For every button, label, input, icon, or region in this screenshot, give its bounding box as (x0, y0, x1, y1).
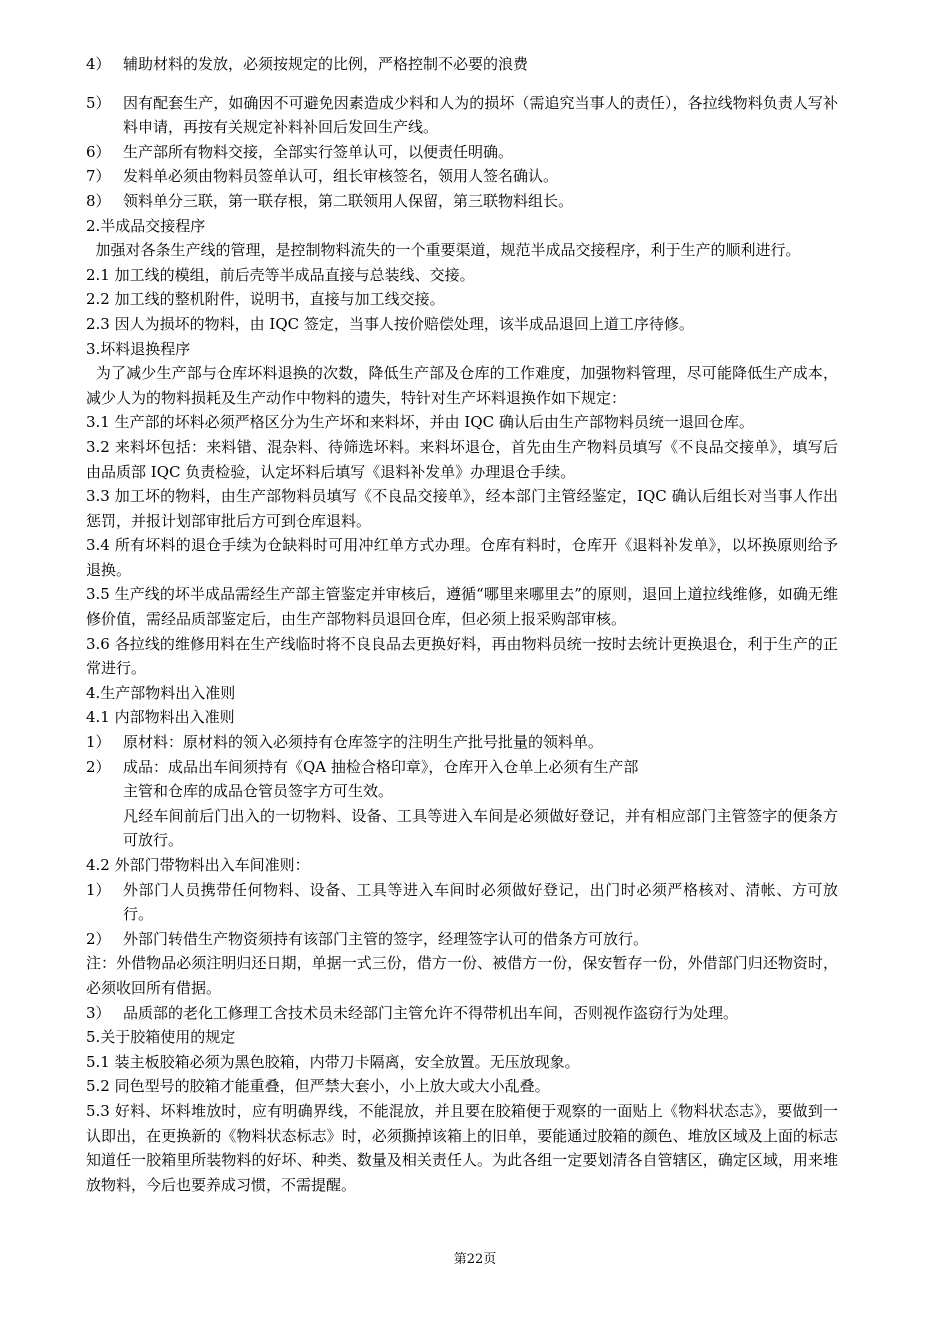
list-item (86, 878, 838, 927)
clause: 2.3 因人为损坏的物料，由 IQC 签定，当事人按价赔偿处理，该半成品退回上道工序待修。 (86, 314, 694, 333)
section-intro (86, 361, 838, 410)
item-number: 2） (86, 757, 111, 776)
item-text: 因有配套生产，如确因不可避免因素造成少料和人为的损坏（需追究当事人的责任），各拉线物料负责人写补料申请，再按有关规定补料补回后发回生产线。 (123, 93, 838, 137)
list-item (86, 140, 838, 165)
list-item (86, 189, 838, 214)
item-number: 1） (86, 733, 111, 752)
clause: 3.6 各拉线的维修用料在生产线临时将不良良品去更换好料，再由物料员统一按时去统计更换退仓，利于生产的正常进行。 (86, 634, 838, 678)
clause: 3.2 来料坏包括：来料错、混杂料、待筛选坏料。来料坏退仓，首先由生产物料员填写《不良品交接单》，填写后由品质部 IQC 负责检验，认定坏料后填写《退料补发单》办理退仓手续。 (86, 437, 838, 481)
clause: 5.1 装主板胶箱必须为黑色胶箱，内带刀卡隔离，安全放置。无压放现象。 (86, 1052, 580, 1071)
item-text: 成品：成品出车间须持有《QA 抽检合格印章》，仓库开入仓单上必须有生产部 (123, 757, 639, 776)
item-number: 1） (86, 880, 111, 899)
list-item (86, 1001, 838, 1026)
subsection-heading: 4.1 内部物料出入准则 (86, 708, 235, 727)
subsection-heading: 4.2 外部门带物料出入车间准则： (86, 856, 310, 874)
item-text: 辅助材料的发放，必须按规定的比例，严格控制不必要的浪费 (123, 55, 529, 73)
note-paragraph: 注：外借物品必须注明归还日期，单据一式三份，借方一份、被借方一份，保安暂存一份，外借部门归还物资时，必须收回所有借据。 (86, 954, 838, 997)
clause: 2.2 加工线的整机附件，说明书，直接与加工线交接。 (86, 290, 445, 309)
item-number: 7） (86, 167, 111, 186)
page-number: 第22页 (453, 1252, 497, 1267)
list-item (86, 164, 838, 189)
item-number: 3） (86, 1003, 111, 1022)
item-note: 凡经车间前后门出入的一切物料、设备、工具等进入车间是必须做好登记，并有相应部门主管签字的便条方可放行。 (123, 806, 838, 850)
clause: 3.1 生产部的坏料必须严格区分为生产坏和来料坏，并由 IQC 确认后由生产部物料员统一退回仓库。 (86, 413, 754, 432)
clause: 3.3 加工坏的物料，由生产部物料员填写《不良品交接单》，经本部门主管经鉴定，IQC 确认后组长对当事人作出惩罚，并报计划部审批后方可到仓库退料。 (86, 487, 838, 530)
item-text: 品质部的老化工修理工含技术员未经部门主管允许不得带机出车间，否则视作盗窃行为处理。 (123, 1003, 739, 1022)
list-item (86, 755, 838, 780)
list-item (86, 52, 838, 77)
clause: 2.1 加工线的模组，前后壳等半成品直接与总装线、交接。 (86, 265, 475, 284)
item-continuation: 主管和仓库的成品仓管员签字方可生效。 (123, 782, 394, 801)
section-heading: 2.半成品交接程序 (86, 216, 206, 235)
item-text: 外部门人员携带任何物料、设备、工具等进入车间时必须做好登记，出门时必须严格核对、清帐、方可放行。 (123, 880, 838, 924)
intro-text: 加强对各条生产线的管理，是控制物料流失的一个重要渠道，规范半成品交接程序，利于生产的顺利进行。 (95, 241, 801, 260)
item-number: 6） (86, 142, 111, 161)
item-text: 领料单分三联，第一联存根，第二联领用人保留，第三联物料组长。 (123, 191, 574, 210)
intro-text: 为了减少生产部与仓库坏料退换的次数，降低生产部及仓库的工作难度，加强物料管理，尽可能降低生产成本，减少人为的物料损耗及生产动作中物料的遗失，特针对生产坏料退换作如下规定： (86, 364, 838, 407)
item-text: 生产部所有物料交接，全部实行签单认可，以便责任明确。 (123, 142, 514, 161)
clause: 5.2 同色型号的胶箱才能重叠，但严禁大套小，小上放大或大小乱叠。 (86, 1077, 550, 1096)
item-text: 原材料：原材料的领入必须持有仓库签字的注明生产批号批量的领料单。 (123, 733, 604, 752)
section-heading: 5.关于胶箱使用的规定 (86, 1028, 236, 1047)
section-intro (86, 238, 838, 263)
item-number: 5） (86, 93, 111, 112)
document-page (86, 52, 838, 1197)
list-item (86, 730, 838, 755)
item-number: 8） (86, 191, 111, 210)
clause: 5.3 好料、坏料堆放时，应有明确界线，不能混放，并且要在胶箱便于观察的一面贴上《物料状态志》，要做到一认即出，在更换新的《物料状态标志》时，必须撕掉该箱上的旧单，要能通过胶箱的颜色、堆放区域及上面的标志知道任一胶箱里所装物料的好坏、种类、数量及相关责任人。为此各组一定要划清各自管辖区，确定区域，用来堆放物料，今后也要养成习惯，不需提醒。 (86, 1101, 838, 1194)
clause: 3.4 所有坏料的退仓手续为仓缺料时可用冲红单方式办理。仓库有料时，仓库开《退料补发单》，以坏换原则给予退换。 (86, 536, 838, 579)
list-item (86, 91, 838, 140)
item-text: 外部门转借生产物资须持有该部门主管的签字，经理签字认可的借条方可放行。 (123, 929, 649, 948)
item-number: 4） (86, 55, 111, 73)
clause: 3.5 生产线的坏半成品需经生产部主管鉴定并审核后，遵循“哪里来哪里去”的原则，退回上道拉线维修，如确无维修价值，需经品质部鉴定后，由生产部物料员退回仓库，但必须上报采购部审核。 (86, 585, 838, 629)
item-number: 2） (86, 929, 111, 948)
item-text: 发料单必须由物料员签单认可，组长审核签名，领用人签名确认。 (123, 167, 559, 186)
list-item (86, 927, 838, 952)
section-heading: 3.坏料退换程序 (86, 339, 191, 358)
section-heading: 4.生产部物料出入准则 (86, 683, 236, 702)
